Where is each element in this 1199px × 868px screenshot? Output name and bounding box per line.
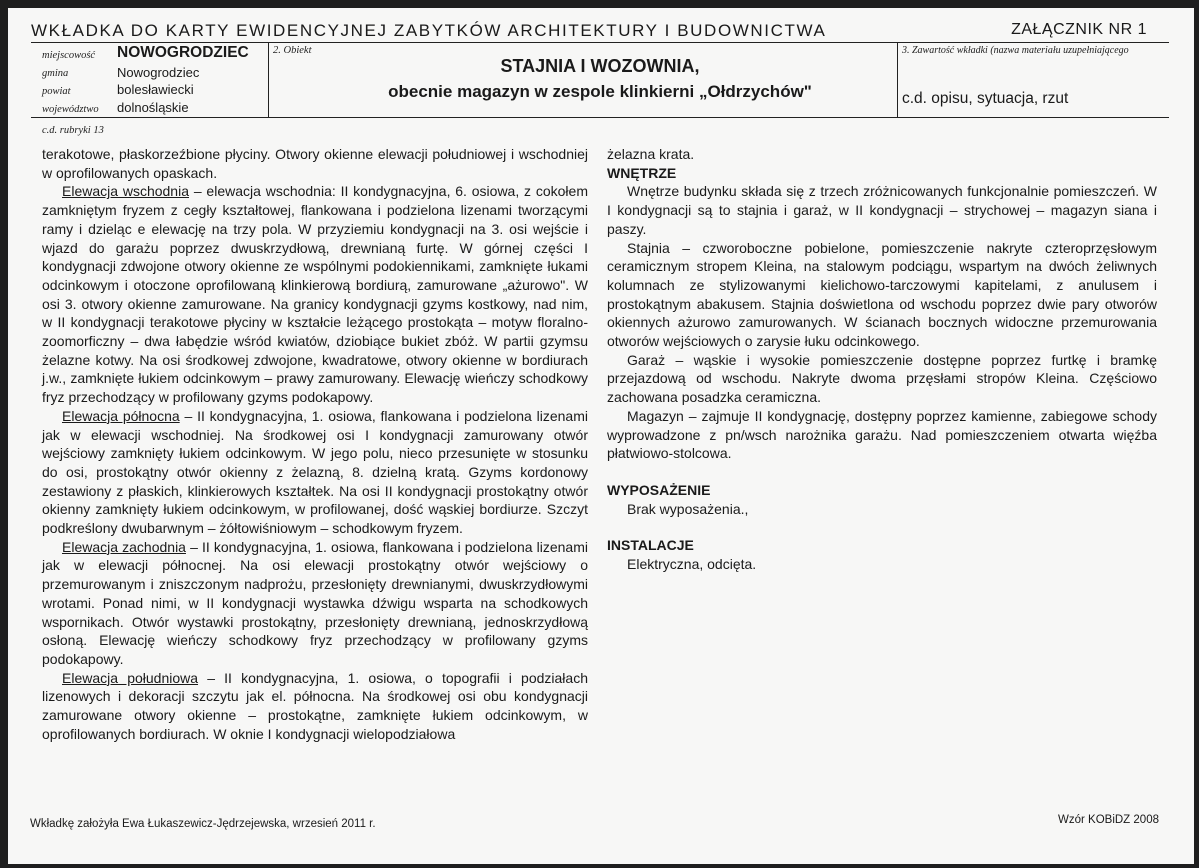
label-miejscowosc: miejscowość [42, 50, 96, 61]
paragraph-west-elevation [42, 538, 588, 669]
heading-west-elevation: Elewacja zachodnia [62, 538, 186, 555]
header-bottom-rule [31, 117, 1169, 118]
location-powiat: bolesławiecki [117, 82, 194, 97]
text-east-elevation: – elewacja wschodnia: II kondygnacyjna, 6. osiowa, z cokołem zamkniętym fryzem z cegły kształtowej, flankowana i podzielona lizenami tworzącymi ramy i dzieląc e elewację na trzy pola. W przyziemiu kondygnacji na 3. osi wejście i wjazd do garażu poprzez dwuskrzydłową, drewnianą furtę. W górnej części I kondygnacji zdwojone otwory okienne ze wspólnymi podokiennikami, zamknięte łukami odcinkowym i otoczone oprofilowaną klinkierową bordiurą, zamurowane „ażurowo". W osi 3. otwory okienne zamurowane. Na granicy kondygnacji gzyms kostkowy, nad nim, w II kondygnacji terakotowe płyciny w kształcie leżącego prostokąta – motyw floralno-zoomorficzny – dwa łabędzie wśród kwiatów, dziobiące bukiet zbóż. W partii gzymsu żelazne kotwy. Na osi środkowej zdwojone, kwadratowe, otwory okienne w bordiurach j.w., zamknięte łukiem odcinkowym – prawy zamurowany. Elewację wieńczy schodkowy fryz przechodzący w profilowany gzyms podokapowy. [42, 183, 588, 406]
right-intro: żelazna krata. [607, 146, 695, 162]
label-wojewodztwo: województwo [42, 104, 99, 115]
left-intro: terakotowe, płaskorzeźbione płyciny. Otwory okienne elewacji południowej i wschodniej w oprofilowanych opaskach. [42, 146, 588, 181]
paragraph-interior-1: Wnętrze budynku składa się z trzech zróżnicowanych funkcjonalnie pomieszczeń. W I kondygnacji są to stajnia i garaż, w II kondygnacji – strychowej – magazyn siana i paszy. [607, 183, 1157, 237]
text-installations: Elektryczna, odcięta. [627, 556, 757, 573]
paragraph-north-elevation [42, 407, 588, 538]
object-title: STAJNIA I WOZOWNIA, [500, 56, 700, 76]
paragraph-south-elevation [42, 669, 588, 744]
heading-north-elevation: Elewacja północna [62, 407, 180, 424]
footer-template: Wzór KOBiDZ 2008 [1058, 814, 1159, 826]
heading-south-elevation: Elewacja południowa [62, 669, 199, 686]
text-south-elevation: – II kondygnacyjna, 1. osiowa, o topografii i podziałach lizenowych i dekoracji szczytu jak el. północna. Na środkowej osi obu kondygnacji zamurowane otwory okienne – prostokątne, zamknięte łukiem odcinkowym, w oprofilowanych bordiurach. W oknie I kondygnacji wielopodziałowa [42, 669, 588, 742]
contents-value: c.d. opisu, sytuacja, rzut [902, 90, 1069, 107]
heading-installations: INSTALACJE [607, 537, 694, 554]
location-gmina: Nowogrodziec [117, 65, 200, 80]
heading-east-elevation: Elewacja wschodnia [62, 183, 189, 200]
text-west-elevation: – II kondygnacyjna, 1. osiowa, flankowana i podzielona lizenami jak w elewacji północnej. Na osi elewacji prostokątny otwór wejściowy o przemurowanym i zniszczonym nadprożu, przesłonięty drewnianymi, dwuskrzydłowymi wrotami. Ponad nimi, w II kondygnacji wystawka dźwigu wsparta na schodkowych wspornikach. Otwór wystawki prostokątny, przesłonięty drewnianą, jednoskrzydłową osłoną. Elewację wieńczy schodkowy fryz przechodzący w profilowany gzyms podokapowy. [42, 538, 588, 667]
text-equipment: Brak wyposażenia., [627, 500, 749, 517]
left-column [42, 145, 588, 744]
right-column [607, 145, 1157, 574]
label-contents: 3. Zawartość wkładki (nazwa materiału uzupełniającego [902, 45, 1129, 56]
text-north-elevation: – II kondygnacyjna, 1. osiowa, flankowana i podzielona lizenami jak w elewacji wschodniej. Na środkowej osi I kondygnacji zamurowany otwór wejściowy zamknięty łukiem odcinkowym. W jego polu, nieco przesunięte w stosunku do osi, prostokątny otwór okienny z żelazną, 8. dzielną kratą. Gzyms kordonowy zestawiony z płaskich, klinkierowych kształtek. Na osi II kondygnacji prostokątny otwór okienny zamknięty łukiem odcinkowym, w profilowanej, dość wąskiej bordiurze. Szczyt podkreślony dwubarwnym – żółtowiśniowym – schodkowym fryzem. [42, 407, 588, 537]
paragraph-interior-garage: Garaż – wąskie i wysokie pomieszczenie dostępne poprzez furtkę i bramkę przejazdową od wschodu. Nakryte dwoma przęsłami stropów Kleina. Częściowo zachowana posadzka ceramiczna. [607, 351, 1157, 406]
header-divider-1 [268, 42, 269, 117]
label-powiat: powiat [42, 86, 71, 97]
location-miejscowosc: NOWOGRODZIEC [117, 44, 249, 61]
object-subtitle: obecnie magazyn w zespole klinkierni „Ołdrzychów" [388, 82, 812, 101]
document-title: WKŁADKA DO KARTY EWIDENCYJNEJ ZABYTKÓW ARCHITEKTURY I BUDOWNICTWA [31, 21, 827, 40]
label-object: 2. Obiekt [273, 45, 312, 56]
header-top-rule [31, 42, 1169, 43]
label-gmina: gmina [42, 68, 69, 79]
footer-author: Wkładkę założyła Ewa Łukaszewicz-Jędrzejewska, wrzesień 2011 r. [30, 818, 376, 830]
continuation-label: c.d. rubryki 13 [42, 125, 104, 136]
location-wojewodztwo: dolnośląskie [117, 100, 189, 115]
heading-interior: WNĘTRZE [607, 164, 677, 181]
header-divider-2 [897, 42, 898, 117]
annex-label: ZAŁĄCZNIK NR 1 [1011, 21, 1147, 38]
paragraph-interior-storage: Magazyn – zajmuje II kondygnację, dostępny poprzez kamienne, zabiegowe schody wyprowadzone z pn/wsch narożnika garażu. Nad pomieszczeniem otwarta więźba płatwiowo-stolcowa. [607, 407, 1157, 462]
paragraph-east-elevation [42, 182, 588, 406]
heading-equipment: WYPOSAŻENIE [607, 481, 711, 498]
paragraph-interior-stable: Stajnia – czworoboczne pobielone, pomieszczenie nakryte czteroprzęsłowym ceramicznym stropem Kleina, na stalowym podciągu, wspartym na dwóch żeliwnych kolumnach ze stylizowanymi kielichowo-tarczowymi kapitelami, z anulusem i prostokątnym abakusem. Stajnia doświetlona od wschodu poprzez dwie pary otworów okiennych ażurowo zamurowanych. W ścianach bocznych widoczne przemurowania otworów wejściowych o zarysie łuku odcinkowego. [607, 239, 1157, 350]
